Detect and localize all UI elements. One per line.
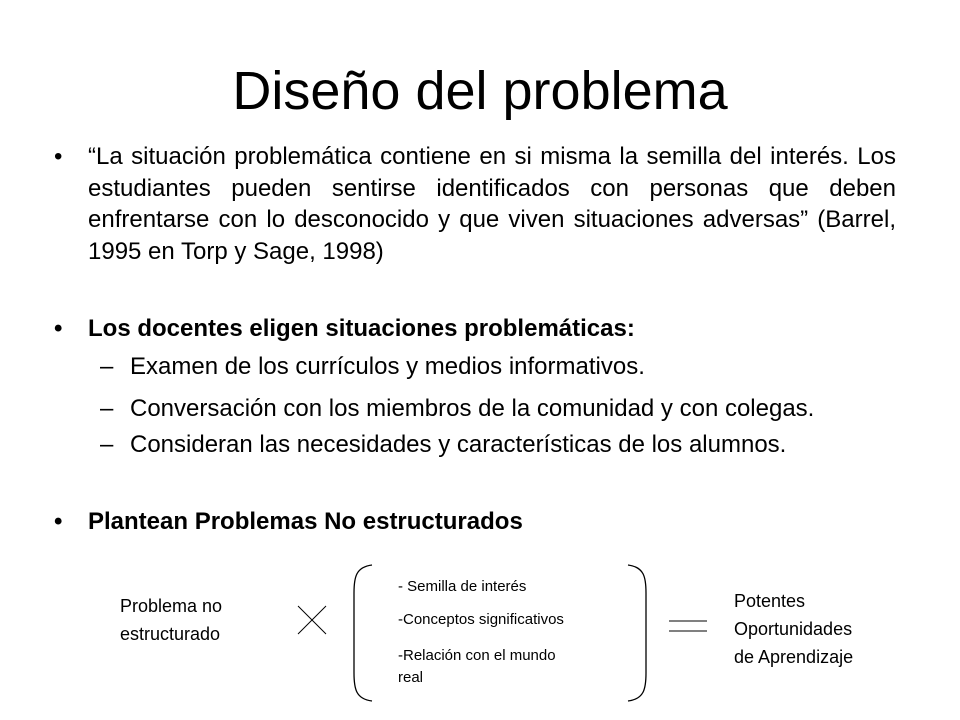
subitem-examen bbox=[100, 351, 920, 382]
bullet-docentes-text: Los docentes eligen situaciones problemáticas: bbox=[88, 315, 635, 342]
subitem-marker: – bbox=[100, 431, 114, 458]
equals-icon bbox=[668, 618, 708, 634]
bullet-quote bbox=[48, 141, 898, 267]
diagram-item: real bbox=[398, 669, 424, 686]
subitem-marker: – bbox=[100, 395, 114, 422]
left-bracket bbox=[350, 563, 380, 703]
diagram-left-label-line2: estructurado bbox=[120, 624, 221, 644]
diagram-right-label-line2: Oportunidades bbox=[734, 619, 853, 639]
diagram-item: -Conceptos significativos bbox=[398, 611, 564, 628]
diagram-item: -Relación con el mundo bbox=[398, 647, 556, 664]
bullet-marker: • bbox=[54, 315, 63, 342]
subitem-consideran bbox=[100, 429, 920, 460]
subitem-text: Conversación con los miembros de la comunidad y con colegas. bbox=[130, 395, 815, 422]
slide-title: Diseño del problema bbox=[232, 61, 728, 121]
diagram-left-label-line1: Problema no bbox=[120, 596, 223, 616]
cross-icon bbox=[297, 605, 327, 635]
bullet-docentes bbox=[48, 313, 898, 345]
bullet-marker: • bbox=[54, 508, 63, 535]
bullet-marker: • bbox=[54, 143, 63, 170]
subitem-marker: – bbox=[100, 353, 114, 380]
diagram-right-label-line3: de Aprendizaje bbox=[734, 647, 854, 667]
subitem-text: Consideran las necesidades y características de los alumnos. bbox=[130, 431, 787, 458]
right-bracket bbox=[620, 563, 650, 703]
bullet-quote-text: “La situación problemática contiene en si misma la semilla del interés. Los estudiantes pueden sentirse identificados con personas que deben enfrentarse con lo desconocido y que viven situaciones adversas” (Barrel, 1995 en Torp y Sage, 1998) bbox=[88, 143, 896, 265]
bullet-plantean-text: Plantean Problemas No estructurados bbox=[88, 508, 523, 535]
subitem-conversacion bbox=[100, 393, 920, 424]
diagram-right-label-line1: Potentes bbox=[734, 591, 806, 611]
bullet-plantean bbox=[48, 506, 898, 538]
diagram-item: - Semilla de interés bbox=[398, 578, 527, 595]
subitem-text: Examen de los currículos y medios informativos. bbox=[130, 353, 645, 380]
